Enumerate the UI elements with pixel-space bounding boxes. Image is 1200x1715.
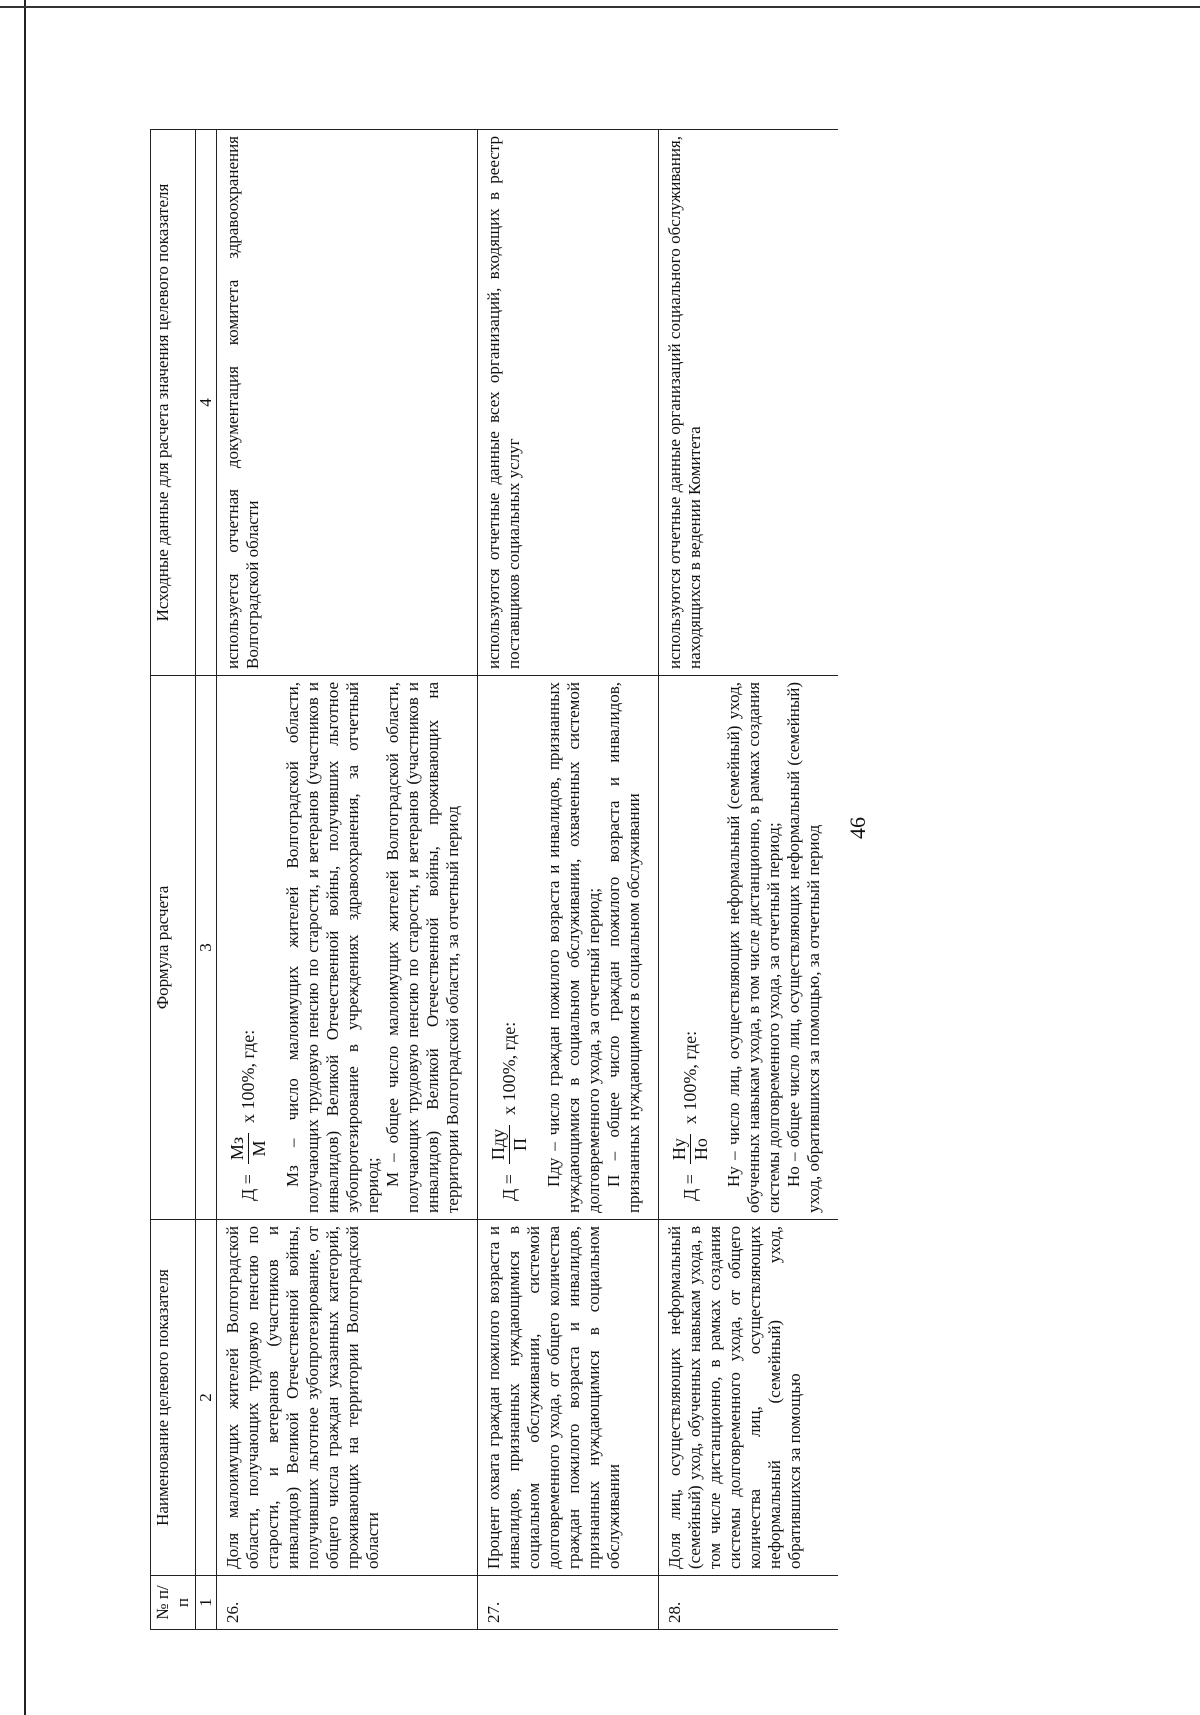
page-number: 46 — [845, 817, 870, 839]
fraction-denominator: Но — [690, 1138, 711, 1161]
fraction-numerator: Пду — [488, 1125, 510, 1164]
fraction — [227, 1133, 270, 1164]
scan-top-line-left — [0, 6, 1200, 8]
row-number: 27. — [478, 1576, 659, 1630]
formula-definition: Но – общее число лиц, осуществляющих неформальный (семейный) уход, обратившихся за помощью, за отчетный период — [784, 682, 824, 1213]
header-indicator-name: Наименование целевого показателя — [151, 1220, 196, 1576]
source-data: используются отчетные данные всех организаций, входящих в реестр поставщиков социальных услуг — [478, 130, 659, 676]
row-number: 28. — [658, 1576, 838, 1630]
column-number: 3 — [196, 676, 217, 1220]
table-row — [478, 130, 659, 1630]
formula — [488, 682, 531, 1201]
formula-lhs: Д = — [679, 1174, 700, 1201]
rotated-table-page — [150, 130, 1080, 1630]
indicator-name: Доля лиц, осуществляющих неформальный (семейный) уход, обученных навыкам ухода, в том числе дистанционно, в рамках создания системы долговременного ухода, от общего количества лиц, осуществляющих неформальный (семейный) уход, обратившихся за помощью — [658, 1220, 838, 1576]
source-data: используется отчетная документация комитета здравоохранения Волгоградской области — [217, 130, 478, 676]
column-number: 4 — [196, 130, 217, 676]
formula — [227, 682, 270, 1201]
column-number: 2 — [196, 1220, 217, 1576]
formula-cell — [658, 676, 838, 1220]
scan-edge-line — [24, 0, 26, 1715]
indicator-name: Доля малоимущих жителей Волгоградской области, получающих трудовую пенсию по старости, и ветеранов (участников и инвалидов) Великой Отечественной войны, получивших льготное зубопротезирование, от общего числа граждан указанных категорий, проживающих на территории Волгоградской области — [217, 1220, 478, 1576]
formula-definition: Пду – число граждан пожилого возраста и инвалидов, признанных нуждающимися в социальном обслуживании, охваченных системой долговременного ухода, за отчетный период; — [543, 682, 603, 1213]
header-number: № п/п — [151, 1576, 196, 1630]
formula-definition: Мз – число малоимущих жителей Волгоградской области, получающих трудовую пенсию по старости, и ветеранов (участников и инвалидов) Великой Отечественной войны, получивших льготное зубопротезирование в учреждениях здравоохранения, за отчетный период; — [282, 682, 382, 1213]
fraction-numerator: Ну — [669, 1134, 691, 1164]
table-row — [658, 130, 838, 1630]
indicators-table — [150, 129, 838, 1630]
fraction-denominator: П — [510, 1137, 531, 1151]
fraction — [488, 1125, 531, 1164]
table-row — [217, 130, 478, 1630]
formula-rhs: х 100%, где: — [238, 1029, 259, 1123]
formula — [669, 682, 712, 1201]
formula-definition: П – общее число граждан пожилого возраста и инвалидов, признанных нуждающимися в социальном обслуживании — [603, 682, 643, 1213]
formula-lhs: Д = — [238, 1174, 259, 1201]
formula-definition: М – общее число малоимущих жителей Волгоградской области, получающих трудовую пенсию по старости, и ветеранов (участников и инвалидов) Великой Отечественной войны, проживающих на территории Волгоградской области, за отчетный период — [382, 682, 462, 1213]
formula-definition: Ну – число лиц, осуществляющих неформальный (семейный) уход, обученных навыкам ухода, в том числе дистанционно, в рамках создания системы долговременного ухода, за отчетный период; — [724, 682, 784, 1213]
column-number-row — [196, 130, 217, 1630]
header-formula: Формула расчета — [151, 676, 196, 1220]
header-row — [151, 130, 196, 1630]
formula-cell — [478, 676, 659, 1220]
header-source-data: Исходные данные для расчета значения целевого показателя — [151, 130, 196, 676]
column-number: 1 — [196, 1576, 217, 1630]
fraction-numerator: Мз — [227, 1133, 249, 1164]
source-data: используются отчетные данные организаций социального обслуживания, находящихся в ведении Комитета — [658, 130, 838, 676]
indicator-name: Процент охвата граждан пожилого возраста и инвалидов, признанных нуждающимися в социальном обслуживании, системой долговременного ухода, от общего количества граждан пожилого возраста и инвалидов, признанных нуждающимися в социальном обслуживании — [478, 1220, 659, 1576]
formula-cell — [217, 676, 478, 1220]
formula-lhs: Д = — [499, 1174, 520, 1201]
formula-rhs: х 100%, где: — [679, 1030, 700, 1125]
row-number: 26. — [217, 1576, 478, 1630]
fraction — [669, 1134, 712, 1164]
formula-rhs: х 100%, где: — [499, 1021, 520, 1115]
fraction-denominator: М — [249, 1140, 270, 1157]
